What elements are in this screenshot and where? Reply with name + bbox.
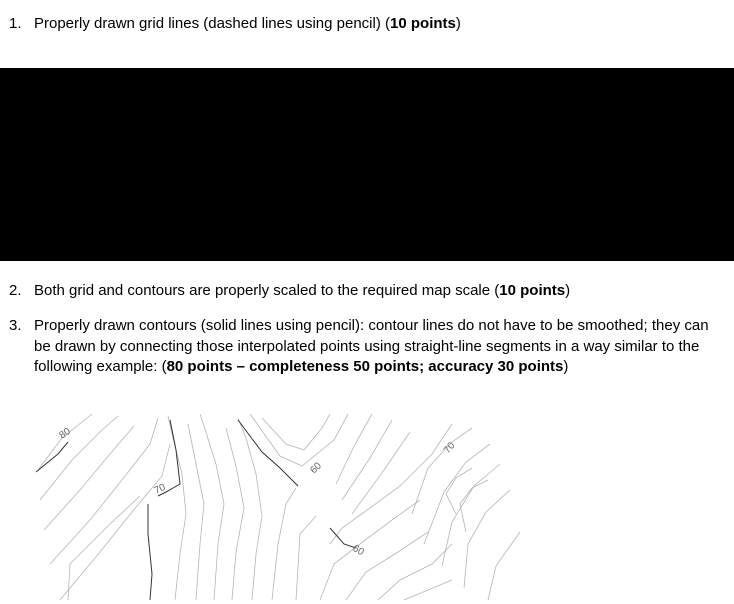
contour-line — [38, 414, 92, 470]
contour-line — [320, 500, 420, 600]
contour-line — [296, 516, 316, 600]
index-contour-line — [238, 420, 298, 486]
contour-example-image — [0, 404, 734, 604]
contour-line — [238, 418, 262, 600]
contour-line — [168, 416, 186, 600]
criterion-1-text — [34, 14, 709, 35]
index-contour-line — [330, 528, 356, 548]
contour-line — [330, 424, 452, 544]
contour-line — [68, 496, 140, 600]
criterion-1-number: 1. — [9, 15, 22, 32]
index-contour-lines — [36, 420, 356, 600]
contour-label-70-left: 70 — [152, 482, 168, 497]
contour-line — [342, 420, 392, 500]
contour-line — [272, 488, 296, 600]
contour-line — [226, 428, 244, 600]
criterion-3-number: 3. — [9, 317, 22, 334]
contour-line — [250, 414, 348, 466]
contour-line — [60, 444, 170, 600]
criterion-1-close: ) — [455, 15, 461, 32]
contour-line — [404, 580, 452, 600]
contour-label-70-right: 70 — [441, 440, 458, 456]
criterion-2-points: 10 points — [499, 282, 566, 299]
contour-line — [464, 490, 510, 588]
contour-line — [378, 544, 452, 600]
criterion-2-number: 2. — [9, 282, 22, 299]
contour-line — [352, 432, 410, 514]
contour-line — [442, 464, 500, 566]
contour-line — [50, 418, 158, 564]
contour-line — [488, 532, 520, 600]
contour-label-60-center: 60 — [308, 460, 324, 477]
contour-line — [346, 532, 428, 600]
criterion-3-description: Properly drawn contours (solid lines using pencil): contour lines do not have to be smoothed; they can be drawn by connecting those interpolated points using straight-line segments in a way similar to the following example: ( — [34, 317, 709, 375]
index-contour-line — [148, 504, 152, 600]
contour-line — [188, 424, 204, 600]
contour-line — [446, 468, 472, 514]
criterion-1 — [9, 14, 709, 35]
contour-line — [336, 414, 372, 484]
redacted-block — [0, 68, 734, 261]
contour-line — [460, 480, 488, 532]
contour-line — [424, 444, 490, 544]
contour-label-60-bottom: 60 — [350, 543, 366, 559]
criterion-1-points: 10 points — [390, 15, 456, 32]
criterion-2 — [9, 281, 709, 302]
criterion-2-description: Both grid and contours are properly scaled to the required map scale ( — [34, 282, 500, 299]
criterion-3-text — [34, 316, 709, 378]
contour-line — [412, 428, 472, 514]
index-contour-line — [36, 442, 68, 472]
criterion-2-text — [34, 281, 709, 302]
contour-label-80: 80 — [57, 426, 73, 442]
criterion-3-close: ) — [563, 358, 569, 375]
criterion-3 — [9, 316, 709, 378]
criterion-2-close: ) — [565, 282, 571, 299]
criterion-3-points: 80 points – completeness 50 points; accuracy 30 points — [166, 358, 564, 375]
criterion-1-description: Properly drawn grid lines (dashed lines using pencil) ( — [34, 15, 391, 32]
contour-example-svg — [0, 404, 734, 604]
